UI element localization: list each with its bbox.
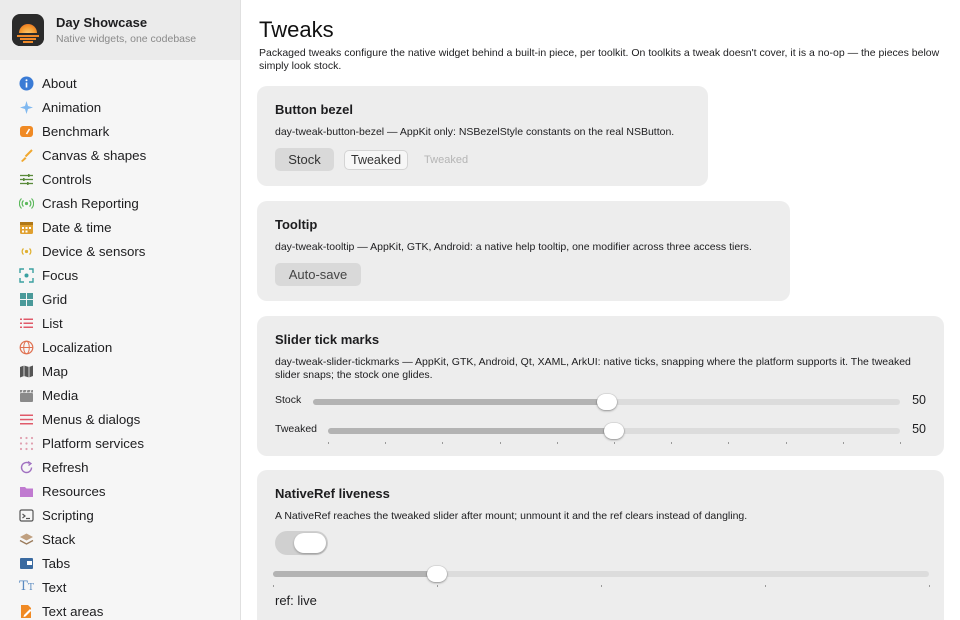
sidebar-item-label: Refresh (42, 459, 89, 475)
sidebar-item-text[interactable] (0, 575, 240, 599)
sidebar-item-label: Resources (42, 483, 106, 499)
card-title: Slider tick marks (275, 332, 380, 347)
sidebar (0, 0, 241, 620)
sidebar-item-label: Media (42, 387, 79, 403)
sidebar-item-label: Device & sensors (42, 243, 146, 259)
card-title: NativeRef liveness (275, 486, 390, 501)
sidebar-item-text-areas[interactable] (0, 599, 240, 620)
sidebar-item-resources[interactable] (0, 479, 240, 503)
sidebar-item-controls[interactable] (0, 167, 240, 191)
sidebar-item-focus[interactable] (0, 263, 240, 287)
slider-label: Tweaked (275, 423, 318, 435)
map-icon (19, 364, 34, 379)
slider-tick (601, 585, 602, 587)
liveness-slider[interactable] (273, 571, 929, 577)
slider-tick (385, 442, 386, 444)
card-description: A NativeRef reaches the tweaked slider after mount; unmount it and the ref clears instead of dangling. (275, 510, 748, 522)
card-description: day-tweak-slider-tickmarks — AppKit, GTK, Android, Qt, XAML, ArkUI: native ticks, snapping where the platform supports it. The tweaked slider snaps; the stock one glides. (275, 356, 911, 381)
slider-tick (843, 442, 844, 444)
card-title: Tooltip (275, 217, 318, 232)
slider-tick (728, 442, 729, 444)
slider-thumb[interactable] (427, 566, 447, 582)
sensor-icon (19, 244, 34, 259)
sidebar-item-crash-reporting[interactable] (0, 191, 240, 215)
slider-label: Stock (275, 394, 302, 406)
slider-tickmarks-card (257, 316, 944, 456)
slider-tick (786, 442, 787, 444)
sidebar-item-label: About (42, 75, 77, 91)
sidebar-item-platform-services[interactable] (0, 431, 240, 455)
slider-tick (500, 442, 501, 444)
sliders-icon (19, 172, 34, 187)
sidebar-item-label: Focus (42, 267, 79, 283)
stock-slider[interactable] (313, 399, 900, 405)
mount-toggle[interactable] (275, 531, 328, 555)
stock-slider-row (275, 391, 926, 411)
slider-thumb[interactable] (604, 423, 624, 439)
sidebar-item-date-time[interactable] (0, 215, 240, 239)
sidebar-item-refresh[interactable] (0, 455, 240, 479)
dots-grid-icon (19, 436, 34, 451)
sidebar-item-canvas-shapes[interactable] (0, 143, 240, 167)
sidebar-item-label: Benchmark (42, 123, 110, 139)
focus-icon (19, 268, 34, 283)
grid-icon (19, 292, 34, 307)
terminal-icon (19, 508, 34, 523)
sidebar-item-label: Platform services (42, 435, 144, 451)
app-title: Day Showcase (56, 14, 148, 30)
sidebar-item-label: Menus & dialogs (42, 411, 141, 427)
slider-tick (557, 442, 558, 444)
slider-tick (765, 585, 766, 587)
sidebar-item-tabs[interactable] (0, 551, 240, 575)
slider-tick (437, 585, 438, 587)
sidebar-nav (0, 60, 240, 620)
toggle-knob (294, 533, 326, 553)
calendar-icon (19, 220, 34, 235)
sidebar-item-label: Canvas & shapes (42, 147, 147, 163)
tooltip-card (257, 201, 790, 301)
sidebar-item-label: Crash Reporting (42, 195, 139, 211)
edit-doc-icon (19, 604, 34, 619)
main-content (241, 0, 960, 620)
tabs-icon (19, 556, 34, 571)
slider-value: 50 (912, 393, 926, 407)
sidebar-item-label: Map (42, 363, 68, 379)
app-subtitle: Native widgets, one codebase (56, 32, 197, 45)
tweaked-button[interactable]: Tweaked (344, 150, 408, 170)
auto-save-button[interactable]: Auto-save (275, 263, 361, 286)
tweaked-slider[interactable] (328, 428, 900, 434)
sidebar-item-menus-dialogs[interactable] (0, 407, 240, 431)
clapper-icon (19, 388, 34, 403)
layers-icon (19, 532, 34, 547)
app-header (0, 0, 240, 60)
globe-icon (19, 340, 34, 355)
page-description: Packaged tweaks configure the native widget behind a built-in piece, per toolkit. On toolkits a tweak doesn't cover, it is a no-op — the pieces below simply look stock. (259, 47, 940, 72)
sidebar-item-media[interactable] (0, 383, 240, 407)
sidebar-item-label: Stack (42, 531, 76, 547)
sidebar-item-label: Scripting (42, 507, 94, 523)
card-description: day-tweak-tooltip — AppKit, GTK, Android: a native help tooltip, one modifier across three access tiers. (275, 241, 752, 253)
sparkle-icon (19, 100, 34, 115)
card-title: Button bezel (275, 102, 353, 117)
sidebar-item-label: Controls (42, 171, 92, 187)
speedometer-icon (19, 124, 34, 139)
sidebar-item-animation[interactable] (0, 95, 240, 119)
slider-thumb[interactable] (597, 394, 617, 410)
broadcast-icon (19, 196, 34, 211)
sidebar-item-label: Localization (42, 339, 113, 355)
sidebar-item-about[interactable] (0, 71, 240, 95)
sidebar-item-grid[interactable] (0, 287, 240, 311)
brush-icon (19, 148, 34, 163)
tweaked-slider-row (275, 420, 926, 440)
text-icon: TT (19, 578, 34, 594)
sidebar-item-label: List (42, 315, 63, 331)
menu-icon (19, 412, 34, 427)
tweaked-disabled-button: Tweaked (418, 148, 474, 171)
page-title: Tweaks (259, 17, 334, 42)
sidebar-item-scripting[interactable] (0, 503, 240, 527)
sidebar-item-stack[interactable] (0, 527, 240, 551)
sidebar-item-label: Grid (42, 291, 68, 307)
slider-tick (614, 442, 615, 444)
slider-tick (442, 442, 443, 444)
slider-tick (273, 585, 274, 587)
sidebar-item-list[interactable] (0, 311, 240, 335)
slider-tick (929, 585, 930, 587)
sidebar-item-label: Animation (42, 99, 102, 115)
card-description: day-tweak-button-bezel — AppKit only: NSBezelStyle constants on the real NSButton. (275, 126, 675, 138)
info-icon (19, 76, 34, 91)
sidebar-item-label: Text (42, 579, 67, 595)
sidebar-item-benchmark[interactable] (0, 119, 240, 143)
sidebar-item-localization[interactable] (0, 335, 240, 359)
sidebar-item-label: Tabs (42, 555, 71, 571)
slider-tick (900, 442, 901, 444)
stock-button[interactable]: Stock (275, 148, 334, 171)
ref-status: ref: live (275, 593, 317, 608)
button-bezel-card (257, 86, 708, 186)
slider-tick (328, 442, 329, 444)
sidebar-item-map[interactable] (0, 359, 240, 383)
folder-icon (19, 484, 34, 499)
list-icon (19, 316, 34, 331)
app-logo (12, 14, 44, 46)
nativeref-liveness-card (257, 470, 944, 620)
refresh-icon (19, 460, 34, 475)
slider-tick (671, 442, 672, 444)
sidebar-item-label: Text areas (42, 603, 104, 619)
sidebar-item-label: Date & time (42, 219, 112, 235)
slider-value: 50 (912, 422, 926, 436)
sidebar-item-device-sensors[interactable] (0, 239, 240, 263)
